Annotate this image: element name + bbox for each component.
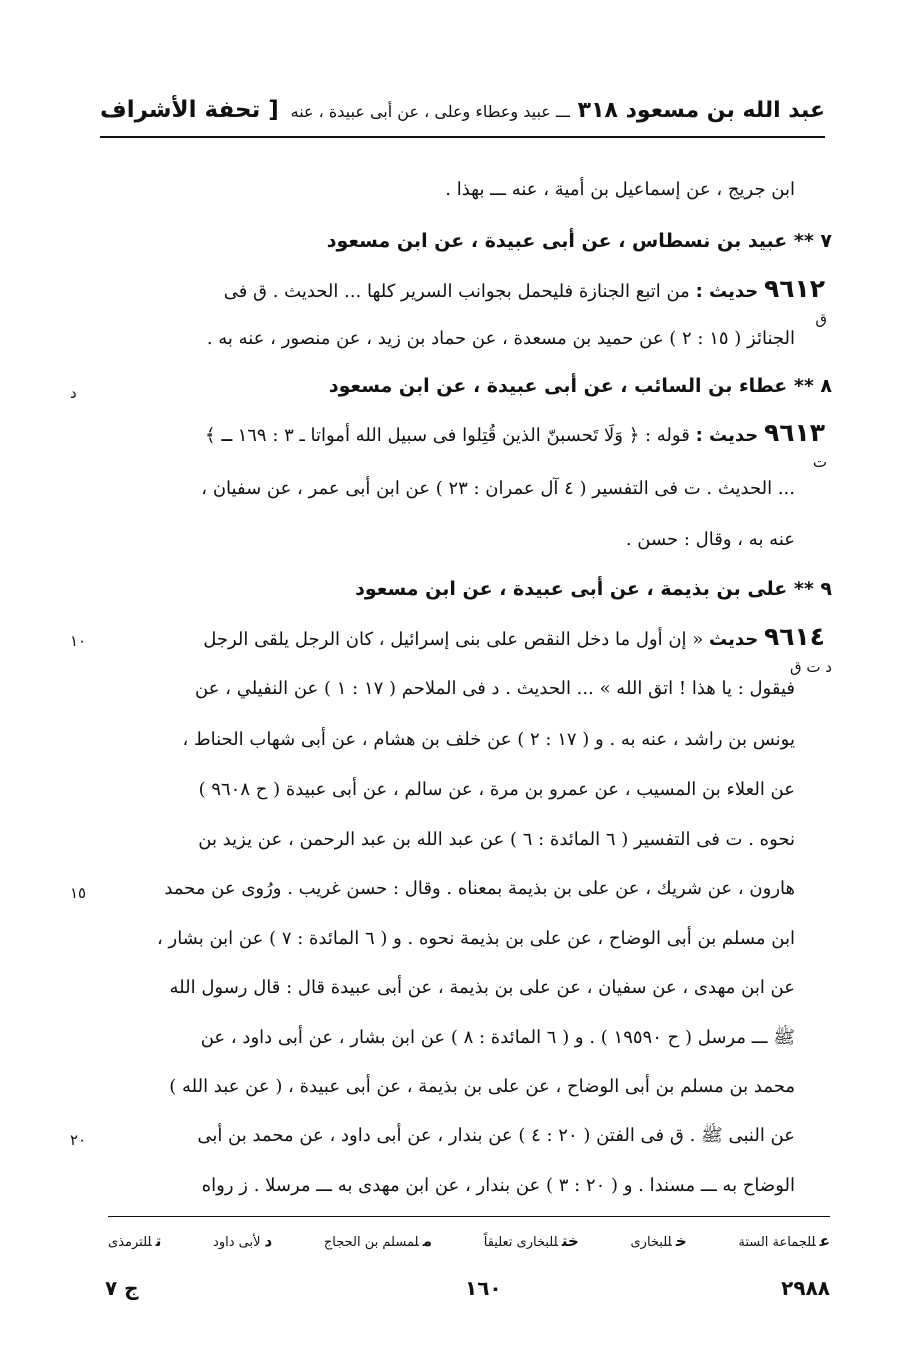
margin-symbol-d: د <box>70 384 77 402</box>
hadith-number: ٩٦١٣ <box>763 420 825 447</box>
text-line: ابن جريج ، عن إسماعيل بن أمية ، عنه ـــ بهذا . <box>445 179 795 200</box>
volume-number: ج ٧ <box>105 1276 139 1300</box>
margin-line-number-15: ١٥ <box>70 884 87 902</box>
legend-item: خللبخارى <box>630 1232 687 1250</box>
legend-item: تللترمذى <box>108 1232 162 1250</box>
header-chapter-subtitle: ـــ عبيد وعطاء وعلى ، عن أبى عبيدة ، عنه <box>290 101 570 121</box>
text-line: محمد بن مسلم بن أبى الوضاح ، عن على بن بذيمة ، عن أبى عبيدة ، ( عن عبد الله ) <box>169 1076 795 1097</box>
header-chapter <box>291 98 825 123</box>
hadith-label: حديث : <box>695 281 759 302</box>
hadith-text: قوله : ﴿ وَلَا تَحسبنّ الذين قُتِلوا فى سبيل الله أمواتا ـ ٣ : ١٦٩ ـ ﴾ <box>205 425 690 446</box>
hadith-number: ٩٦١٤ <box>763 624 825 651</box>
header-book-title: [ تحفة الأشراف <box>100 97 279 123</box>
abbreviation-legend <box>108 1232 830 1250</box>
hadith-9613-line <box>100 420 825 450</box>
page-number: ١٦٠ <box>465 1276 502 1300</box>
legend-item: عللجماعة الستة <box>738 1232 830 1250</box>
text-line: عن ابن مهدى ، عن سفيان ، عن على بن بذيمة ، عن أبى عبيدة قال : قال رسول الله <box>169 977 795 998</box>
margin-symbol-dtq: د ت ق <box>790 658 832 676</box>
text-line: الوضاح به ـــ مسندا . و ( ٢٠ : ٣ ) عن بندار ، عن ابن مهدى به ـــ مرسلا . ز رواه <box>201 1175 795 1196</box>
text-line: ابن مسلم بن أبى الوضاح ، عن على بن بذيمة نحوه . و ( ٦ المائدة : ٧ ) عن ابن بشار ، <box>156 928 795 949</box>
text-line: عن العلاء بن المسيب ، عن عمرو بن مرة ، عن سالم ، عن أبى عبيدة ( ح ٩٦٠٨ ) <box>198 779 795 800</box>
hadith-text: « إن أول ما دخل النقص على بنى إسرائيل ، كان الرجل يلقى الرجل <box>203 629 704 650</box>
text-line: عنه به ، وقال : حسن . <box>625 529 795 550</box>
footer-code: ٢٩٨٨ <box>781 1276 830 1300</box>
text-line: عن النبى ﷺ . ق فى الفتن ( ٢٠ : ٤ ) عن بندار ، عن أبى داود ، عن محمد بن أبى <box>197 1125 795 1146</box>
text-line: هارون ، عن شريك ، عن على بن بذيمة بمعناه . وقال : حسن غريب . ورُوى عن محمد <box>164 878 795 899</box>
legend-item: دلأبى داود <box>213 1232 273 1250</box>
hadith-label: حديث <box>709 629 759 650</box>
text-line: الجنائز ( ١٥ : ٢ ) عن حميد بن مسعدة ، عن حماد بن زيد ، عن منصور ، عنه به . <box>206 328 795 349</box>
margin-symbol-q: ق <box>815 310 827 328</box>
text-line: فيقول : يا هذا ! اتق الله » ... الحديث . د فى الملاحم ( ١٧ : ١ ) عن النفيلي ، عن <box>195 678 795 699</box>
legend-item: ختللبخارى تعليقاً <box>483 1232 579 1250</box>
header-chapter-title: عبد الله بن مسعود ٣١٨ <box>577 97 825 123</box>
section-heading-9: ٩ ** على بن بذيمة ، عن أبى عبيدة ، عن ابن مسعود <box>355 578 832 600</box>
page-footer <box>105 1276 830 1306</box>
margin-line-number-20: ٢٠ <box>70 1131 87 1149</box>
section-heading-8: ٨ ** عطاء بن السائب ، عن أبى عبيدة ، عن ابن مسعود <box>328 375 832 397</box>
hadith-label: حديث : <box>695 425 759 446</box>
text-line: يونس بن راشد ، عنه به . و ( ١٧ : ٢ ) عن خلف بن هشام ، عن أبى شهاب الحناط ، <box>182 729 795 750</box>
margin-line-number-10: ١٠ <box>70 632 87 650</box>
footer-rule <box>108 1216 830 1217</box>
header-rule <box>100 136 825 138</box>
text-line: ... الحديث . ت فى التفسير ( ٤ آل عمران : ٢٣ ) عن ابن أبى عمر ، عن سفيان ، <box>201 478 795 499</box>
hadith-number: ٩٦١٢ <box>763 276 825 303</box>
hadith-text: من اتبع الجنازة فليحمل بجوانب السرير كلها ... الحديث . ق فى <box>223 281 690 302</box>
hadith-9612-line <box>100 276 825 306</box>
legend-item: ملمسلم بن الحجاج <box>323 1232 433 1250</box>
margin-symbol-t: ت <box>812 453 827 471</box>
hadith-9614-line <box>100 624 825 654</box>
text-line: ﷺ ـــ مرسل ( ح ١٩٥٩٠ ) . و ( ٦ المائدة : ٨ ) عن ابن بشار ، عن أبى داود ، عن <box>200 1027 795 1048</box>
running-header <box>100 88 825 132</box>
text-line: نحوه . ت فى التفسير ( ٦ المائدة : ٦ ) عن عبد الله بن عبد الرحمن ، عن يزيد بن <box>198 829 795 850</box>
section-heading-7: ٧ ** عبيد بن نسطاس ، عن أبى عبيدة ، عن ابن مسعود <box>326 230 832 252</box>
